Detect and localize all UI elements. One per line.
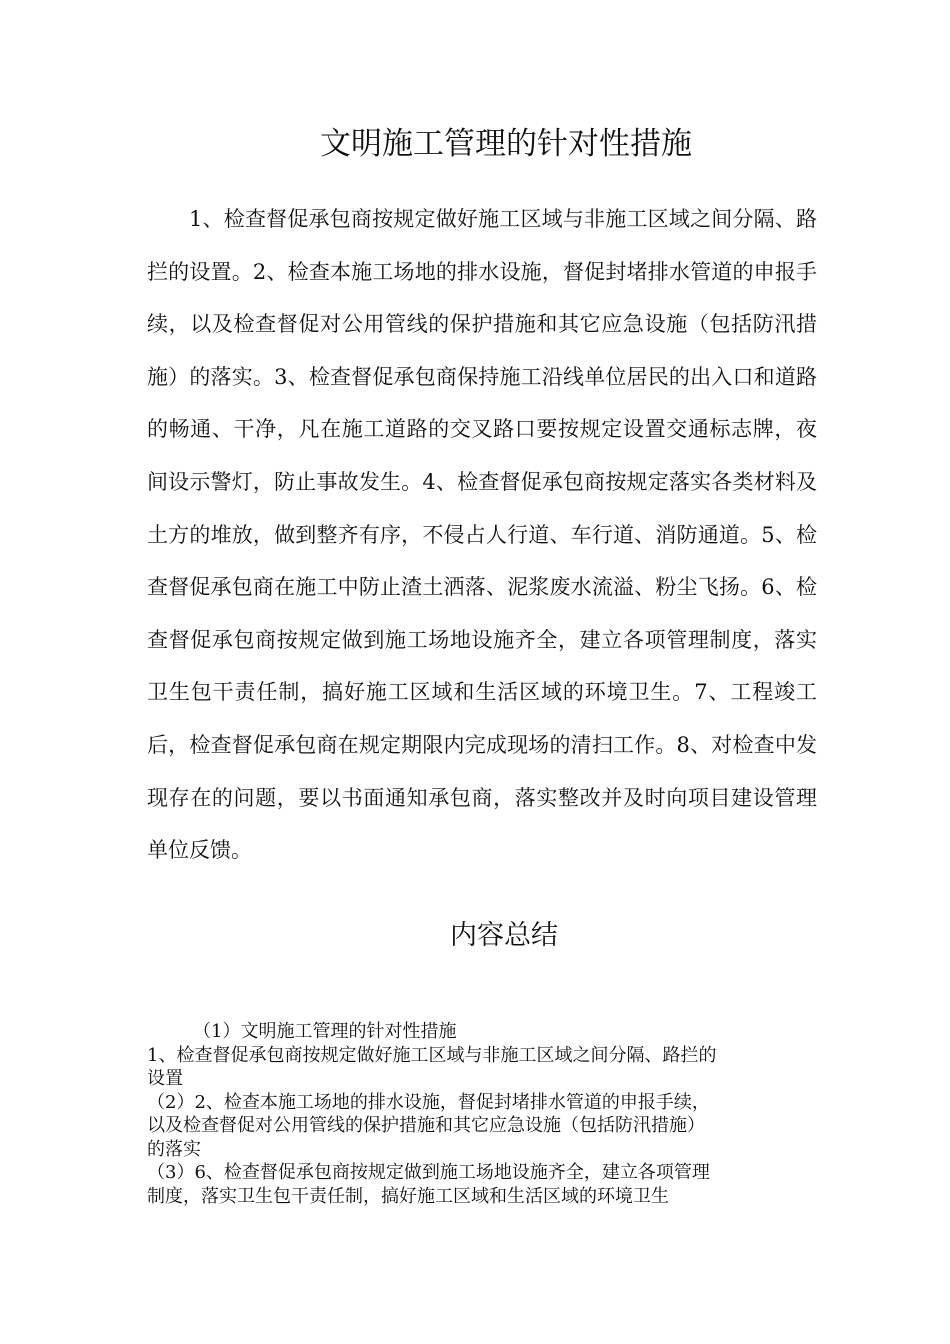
summary-item-text: （2）2、检查本施工场地的排水设施，督促封堵排水管道的申报手续， 以及检查督促对公用管线的保护措施和其它应急设施（包括防汛措施） 的落实	[147, 1091, 710, 1160]
summary-item	[147, 1091, 815, 1162]
summary-item-text: 1、检查督促承包商按规定做好施工区域与非施工区域之间分隔、路拦的 设置	[147, 1044, 717, 1089]
summary-item	[147, 1161, 815, 1208]
document-body-paragraph: 1、检查督促承包商按规定做好施工区域与非施工区域之间分隔、路拦的设置。2、检查本施工场地的排水设施，督促封堵排水管道的申报手续，以及检查督促对公用管线的保护措施和其它应急设施（包括防汛措施）的落实。3、检查督促承包商保持施工沿线单位居民的出入口和道路的畅通、干净，凡在施工道路的交叉路口要按规定设置交通标志牌，夜间设示警灯，防止事故发生。4、检查督促承包商按规定落实各类材料及土方的堆放，做到整齐有序，不侵占人行道、车行道、消防通道。5、检查督促承包商在施工中防止渣土洒落、泥浆废水流溢、粉尘飞扬。6、检查督促承包商按规定做到施工场地设施齐全，建立各项管理制度，落实卫生包干责任制，搞好施工区域和生活区域的环境卫生。7、工程竣工后，检查督促承包商在规定期限内完成现场的清扫工作。8、对检查中发现存在的问题，要以书面通知承包商，落实整改并及时向项目建设管理单位反馈。	[147, 207, 817, 863]
summary-item	[147, 1044, 815, 1091]
document-title: 文明施工管理的针对性措施	[320, 126, 692, 162]
summary-title: 内容总结	[450, 920, 558, 951]
summary-item-text: （3）6、检查督促承包商按规定做到施工场地设施齐全，建立各项管理 制度，落实卫生包干责任制，搞好施工区域和生活区域的环境卫生	[147, 1162, 710, 1207]
summary-section	[147, 1020, 815, 1208]
summary-item	[147, 1020, 815, 1044]
summary-item-text: （1）文明施工管理的针对性措施	[193, 1021, 457, 1042]
